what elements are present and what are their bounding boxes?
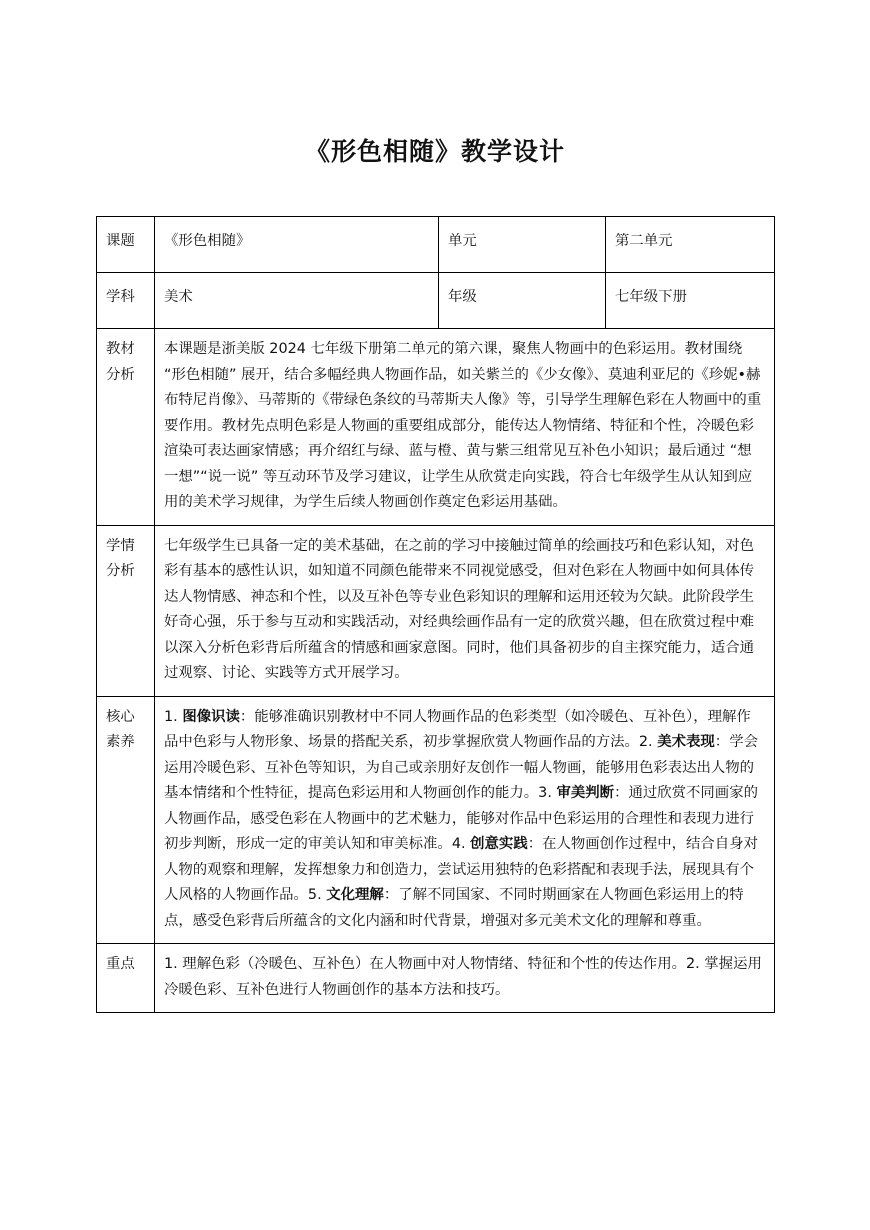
literacy-text-3: ：通过欣赏不同画家的人物画作品，感受色彩在人物画中的艺术魅力，能够对作品中色彩运用的合理性和表现力进行初步判断，形成一定的审美认知和审美标准。 <box>164 785 758 852</box>
literacy-term-1: 图像识读 <box>182 708 240 725</box>
table-row-learner-analysis <box>97 525 775 696</box>
textbook-analysis-label: 教材分析 <box>106 341 135 383</box>
key-points-text: 1. 理解色彩（冷暖色、互补色）在人物画中对人物情绪、特征和个性的传达作用。2. 掌握运用冷暖色彩、互补色进行人物画创作的基本方法和技巧。 <box>155 944 775 1013</box>
literacy-num-1: 1. <box>164 708 183 725</box>
literacy-text-1: ：能够准确识别教材中不同人物画作品的色彩类型（如冷暖色、互补色），理解作品中色彩与人物形象、场景的搭配关系，初步掌握欣赏人物画作品的方法。 <box>164 708 751 750</box>
literacy-term-3: 审美判断 <box>556 785 615 801</box>
subject-label-cell <box>97 273 155 329</box>
core-literacy-label: 核心素养 <box>106 708 135 750</box>
unit-value: 第二单元 <box>606 217 775 273</box>
keypoints-label-cell <box>97 944 155 1013</box>
literacy-num-4: 4. <box>451 836 471 852</box>
unit-label: 单元 <box>439 217 606 273</box>
key-points-label: 重点 <box>106 956 135 972</box>
literacy-term-5: 文化理解 <box>326 887 384 903</box>
literacy-text-2: ：学会运用冷暖色彩、互补色等知识，为自己或亲朋好友创作一幅人物画，能够用色彩表达出人物的基本情绪和个性特征，提高色彩运用和人物画创作的能力。 <box>164 734 758 801</box>
grade-value: 七年级下册 <box>606 273 775 329</box>
core-literacy-text <box>155 696 775 944</box>
table-row-topic <box>97 217 775 273</box>
table-row-core-literacy <box>97 696 775 944</box>
lesson-plan-table <box>96 216 775 1013</box>
subject-value: 美术 <box>155 273 439 329</box>
literacy-num-2: 2. <box>638 734 658 750</box>
literacy-term-4: 创意实践 <box>470 836 528 852</box>
table-row-key-points <box>97 944 775 1013</box>
table-row-subject <box>97 273 775 329</box>
learner-analysis-text: 七年级学生已具备一定的美术基础，在之前的学习中接触过简单的绘画技巧和色彩认知，对色彩有基本的感性认识，如知道不同颜色能带来不同视觉感受，但对色彩在人物画中如何具体传达人物情感、神态和个性，以及互补色等专业色彩知识的理解和运用还较为欠缺。此阶段学生好奇心强，乐于参与互动和实践活动，对经典绘画作品有一定的欣赏兴趣，但在欣赏过程中难以深入分析色彩背后所蕴含的情感和画家意图。同时，他们具备初步的自主探究能力，适合通过观察、讨论、实践等方式开展学习。 <box>155 525 775 696</box>
document-title: 《形色相随》教学设计 <box>304 137 565 166</box>
literacy-num-3: 3. <box>538 785 557 801</box>
literacy-num-5: 5. <box>307 887 327 903</box>
topic-label: 课题 <box>106 233 135 249</box>
literacy-text-5: ：了解不同国家、不同时期画家在人物画色彩运用上的特点，感受色彩背后所蕴含的文化内涵和时代背景，增强对多元美术文化的理解和尊重。 <box>164 887 744 929</box>
topic-value: 《形色相随》 <box>155 217 439 273</box>
textbook-label-cell <box>97 329 155 526</box>
textbook-analysis-text: 本课题是浙美版 2024 七年级下册第二单元的第六课，聚焦人物画中的色彩运用。教材围绕 “形色相随” 展开，结合多幅经典人物画作品，如关紫兰的《少女像》、莫迪利亚尼的《珍妮•赫布特尼肖像》、马蒂斯的《带绿色条纹的马蒂斯夫人像》等，引导学生理解色彩在人物画中的重要作用。教材先点明色彩是人物画的重要组成部分，能传达人物情绪、特征和个性，冷暖色彩渲染可表达画家情感；再介绍红与绿、蓝与橙、黄与紫三组常见互补色小知识；最后通过 “想一想”“说一说” 等互动环节及学习建议，让学生从欣赏走向实践，符合七年级学生从认知到应用的美术学习规律，为学生后续人物画创作奠定色彩运用基础。 <box>155 329 775 526</box>
grade-label: 年级 <box>439 273 606 329</box>
subject-label: 学科 <box>106 289 135 305</box>
table-row-textbook-analysis <box>97 329 775 526</box>
literacy-label-cell <box>97 696 155 944</box>
learner-label-cell <box>97 525 155 696</box>
literacy-term-2: 美术表现 <box>657 734 715 750</box>
literacy-text-4: ：在人物画创作过程中，结合自身对人物的观察和理解，发挥想象力和创造力，尝试运用独特的色彩搭配和表现手法，展现具有个人风格的人物画作品。 <box>164 836 758 903</box>
topic-label-cell <box>97 217 155 273</box>
learner-analysis-label: 学情分析 <box>106 537 135 579</box>
